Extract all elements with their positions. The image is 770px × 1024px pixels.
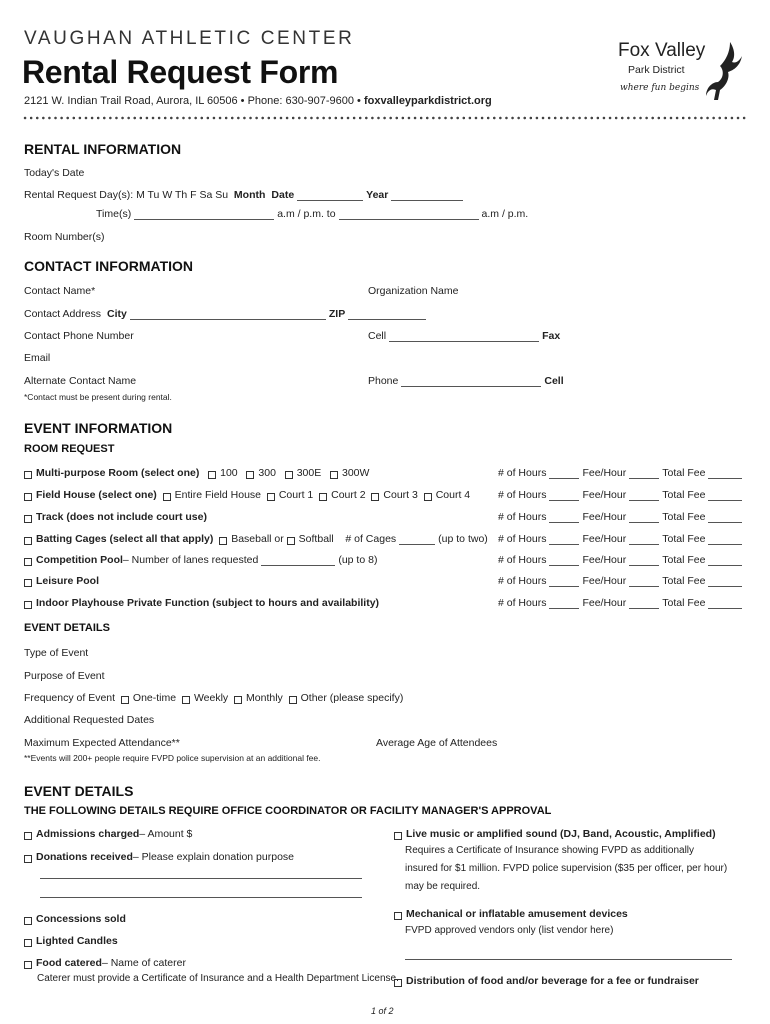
- hours-label: # of Hours: [498, 489, 547, 501]
- max-attendance-row: [24, 735, 364, 749]
- organization-label: Organization Name: [368, 285, 459, 297]
- caterer-note: Caterer must provide a Certificate of Insurance and a Health Department License.: [37, 973, 399, 984]
- leisure-pool-label: Leisure Pool: [36, 575, 100, 587]
- multipurpose-label: Multi-purpose Room (select one): [36, 467, 200, 479]
- total-field[interactable]: [708, 491, 742, 501]
- ampm-to-label: a.m / p.m. to: [277, 208, 336, 220]
- room-300w-label: 300W: [342, 467, 370, 479]
- mechanical-label: Mechanical or inflatable amusement devices: [406, 908, 628, 920]
- other-label: Other (please specify): [300, 692, 404, 704]
- track-label: Track (does not include court use): [36, 511, 207, 523]
- batting-cages-checkbox[interactable]: [24, 537, 32, 545]
- court2-checkbox[interactable]: [319, 493, 327, 501]
- email-label: Email: [24, 352, 51, 364]
- total-field[interactable]: [708, 577, 742, 587]
- weekly-label: Weekly: [193, 692, 229, 704]
- todays-date-label: Today's Date: [24, 167, 85, 179]
- total-label: Total Fee: [662, 489, 706, 501]
- hours-field[interactable]: [549, 577, 579, 587]
- court3-label: Court 3: [383, 489, 418, 501]
- feehour-field[interactable]: [629, 556, 659, 566]
- court2-label: Court 2: [331, 489, 366, 501]
- playhouse-row: [24, 595, 379, 609]
- room-300-checkbox[interactable]: [246, 471, 254, 479]
- event-details-heading: EVENT DETAILS: [24, 622, 110, 634]
- room-300w-checkbox[interactable]: [330, 471, 338, 479]
- playhouse-label: Indoor Playhouse Private Function (subject to hours and availability): [36, 597, 380, 609]
- feehour-label: Fee/Hour: [582, 511, 627, 523]
- city-field[interactable]: [130, 310, 326, 320]
- contact-name-label: Contact Name*: [24, 285, 96, 297]
- feehour-label: Fee/Hour: [582, 575, 627, 587]
- frequency-row: [24, 690, 738, 704]
- vendor-field[interactable]: [405, 952, 732, 960]
- fee-row: [498, 509, 738, 523]
- page-title: Rental Request Form: [22, 54, 339, 90]
- room-100-label: 100: [220, 467, 238, 479]
- caterer-label: – Name of caterer: [101, 957, 186, 969]
- candles-checkbox[interactable]: [24, 939, 32, 947]
- feehour-label: Fee/Hour: [582, 597, 627, 609]
- contact-info-heading: CONTACT INFORMATION: [24, 258, 194, 274]
- hours-field[interactable]: [549, 535, 579, 545]
- hours-field[interactable]: [549, 599, 579, 609]
- leisure-pool-checkbox[interactable]: [24, 579, 32, 587]
- cages-field[interactable]: [399, 535, 435, 545]
- fox-valley-logo: [612, 38, 752, 102]
- food-catered-row: [24, 955, 364, 969]
- total-field[interactable]: [708, 469, 742, 479]
- event-info-heading: EVENT INFORMATION: [24, 420, 173, 436]
- admissions-amount-label: – Amount $: [139, 828, 193, 840]
- todays-date-row: [24, 165, 738, 179]
- event-purpose-label: Purpose of Event: [24, 670, 105, 682]
- frequency-label: Frequency of Event: [24, 692, 116, 704]
- admissions-checkbox[interactable]: [24, 832, 32, 840]
- hours-label: # of Hours: [498, 511, 547, 523]
- room-numbers-row: [24, 229, 738, 243]
- feehour-field[interactable]: [629, 513, 659, 523]
- hours-field[interactable]: [549, 469, 579, 479]
- concessions-row: [24, 911, 126, 925]
- event-type-label: Type of Event: [24, 647, 89, 659]
- hours-label: # of Hours: [498, 467, 547, 479]
- cell-field[interactable]: [389, 332, 539, 342]
- food-catered-checkbox[interactable]: [24, 961, 32, 969]
- contact-phone-row: [24, 328, 364, 342]
- distribution-checkbox[interactable]: [394, 979, 402, 987]
- hours-label: # of Hours: [498, 533, 547, 545]
- alt-cell-label: Cell: [544, 375, 564, 387]
- concessions-label: Concessions sold: [36, 913, 126, 925]
- food-catered-label: Food catered: [36, 957, 102, 969]
- feehour-label: Fee/Hour: [582, 554, 627, 566]
- city-label: City: [107, 308, 127, 320]
- fox-icon: [700, 38, 744, 102]
- fee-row: [498, 531, 738, 545]
- donations-checkbox[interactable]: [24, 855, 32, 863]
- feehour-field[interactable]: [629, 577, 659, 587]
- logo-line1: Fox Valley: [618, 40, 706, 61]
- total-label: Total Fee: [662, 511, 706, 523]
- hours-field[interactable]: [549, 556, 579, 566]
- donations-row: [24, 849, 294, 863]
- year-field[interactable]: [391, 191, 463, 201]
- alt-contact-label: Alternate Contact Name: [24, 375, 137, 387]
- court3-checkbox[interactable]: [371, 493, 379, 501]
- total-label: Total Fee: [662, 597, 706, 609]
- candles-label: Lighted Candles: [36, 935, 118, 947]
- zip-label: ZIP: [328, 308, 346, 320]
- mechanical-checkbox[interactable]: [394, 912, 402, 920]
- ampm-label: a.m / p.m.: [481, 208, 529, 220]
- address-text: 2121 W. Indian Trail Road, Aurora, IL 60506 • Phone: 630-907-9600 •: [24, 95, 364, 107]
- month-label: Month: [233, 189, 266, 201]
- live-music-row: [394, 826, 716, 840]
- total-label: Total Fee: [662, 533, 706, 545]
- court4-label: Court 4: [435, 489, 471, 501]
- one-time-checkbox[interactable]: [121, 696, 129, 704]
- avg-age-label: Average Age of Attendees: [376, 737, 498, 749]
- contact-note: *Contact must be present during rental.: [24, 392, 172, 402]
- rental-info-heading: RENTAL INFORMATION: [24, 141, 182, 157]
- entire-fieldhouse-label: Entire Field House: [174, 489, 261, 501]
- music-note-2: insured for $1 million. FVPD police supervision ($35 per officer, per hour): [405, 863, 728, 874]
- feehour-field[interactable]: [629, 535, 659, 545]
- multipurpose-row: [24, 465, 369, 479]
- page-number: 1 of 2: [371, 1006, 394, 1016]
- contact-address-label: Contact Address: [24, 308, 102, 320]
- org-name: VAUGHAN ATHLETIC CENTER: [24, 28, 355, 49]
- cages-label: # of Cages: [345, 533, 397, 545]
- contact-phone-label: Contact Phone Number: [24, 330, 134, 342]
- fee-row: [498, 573, 738, 587]
- competition-pool-checkbox[interactable]: [24, 558, 32, 566]
- weekly-checkbox[interactable]: [182, 696, 190, 704]
- room-request-heading: ROOM REQUEST: [24, 443, 115, 455]
- alt-phone-row: [368, 373, 738, 387]
- monthly-checkbox[interactable]: [234, 696, 242, 704]
- monthly-label: Monthly: [246, 692, 283, 704]
- batting-cages-row: [24, 531, 488, 545]
- concessions-checkbox[interactable]: [24, 917, 32, 925]
- feehour-label: Fee/Hour: [582, 467, 627, 479]
- donations-label: Donations received: [36, 851, 133, 863]
- total-label: Total Fee: [662, 554, 706, 566]
- total-label: Total Fee: [662, 467, 706, 479]
- alt-phone-label: Phone: [368, 375, 399, 387]
- batting-cages-label: Batting Cages (select all that apply): [36, 533, 214, 545]
- cell-fax-row: [368, 328, 738, 342]
- total-field[interactable]: [708, 599, 742, 609]
- competition-pool-row: [24, 552, 378, 566]
- dotted-divider: [22, 116, 747, 120]
- fieldhouse-checkbox[interactable]: [24, 493, 32, 501]
- pool-lanes-field[interactable]: [261, 556, 335, 566]
- feehour-label: Fee/Hour: [582, 489, 627, 501]
- days-label: Rental Request Day(s):: [24, 189, 134, 201]
- feehour-label: Fee/Hour: [582, 533, 627, 545]
- distribution-row: [394, 973, 699, 987]
- approval-heading: EVENT DETAILS: [24, 783, 134, 799]
- hours-label: # of Hours: [498, 597, 547, 609]
- music-note-3: may be required.: [405, 881, 481, 892]
- fieldhouse-label: Field House (select one): [36, 489, 157, 501]
- feehour-field[interactable]: [629, 469, 659, 479]
- fee-row: [498, 552, 738, 566]
- donations-text: – Please explain donation purpose: [132, 851, 294, 863]
- total-field[interactable]: [708, 535, 742, 545]
- rental-days-row: [24, 187, 738, 201]
- multipurpose-checkbox[interactable]: [24, 471, 32, 479]
- hours-field[interactable]: [549, 513, 579, 523]
- alt-phone-field[interactable]: [401, 377, 541, 387]
- total-label: Total Fee: [662, 575, 706, 587]
- donations-field-1[interactable]: [40, 871, 362, 879]
- donations-field-2[interactable]: [40, 890, 362, 898]
- distribution-label: Distribution of food and/or beverage for a fee or fundraiser: [406, 975, 699, 987]
- times-label: Time(s): [96, 208, 132, 220]
- room-300-label: 300: [258, 467, 276, 479]
- hours-field[interactable]: [549, 491, 579, 501]
- music-note-1: Requires a Certificate of Insurance showing FVPD as additionally: [405, 845, 695, 856]
- softball-label: Softball: [298, 533, 334, 545]
- competition-pool-label: Competition Pool: [36, 554, 123, 566]
- fee-row: [498, 487, 738, 501]
- times-row: [96, 206, 556, 220]
- softball-checkbox[interactable]: [287, 537, 295, 545]
- track-checkbox[interactable]: [24, 515, 32, 523]
- hours-label: # of Hours: [498, 554, 547, 566]
- attendance-note: **Events will 200+ people require FVPD police supervision at an additional fee.: [24, 753, 321, 763]
- approval-subheading: THE FOLLOWING DETAILS REQUIRE OFFICE COORDINATOR OR FACILITY MANAGER'S APPROVAL: [24, 805, 552, 817]
- alt-contact-row: [24, 373, 364, 387]
- live-music-checkbox[interactable]: [394, 832, 402, 840]
- feehour-field[interactable]: [629, 491, 659, 501]
- fieldhouse-row: [24, 487, 470, 501]
- admissions-label: Admissions charged: [36, 828, 140, 840]
- baseball-label: Baseball or: [231, 533, 284, 545]
- court1-label: Court 1: [278, 489, 314, 501]
- room-300e-label: 300E: [296, 467, 322, 479]
- additional-dates-row: [24, 712, 738, 726]
- avg-age-row: [376, 735, 738, 749]
- contact-address-row: [24, 306, 738, 320]
- cages-limit: (up to two): [438, 533, 488, 545]
- mechanical-row: [394, 906, 628, 920]
- year-label: Year: [366, 189, 389, 201]
- contact-name-row: [24, 283, 364, 297]
- address-line: [24, 95, 492, 107]
- fee-row: [498, 595, 738, 609]
- logo-line2: Park District: [628, 64, 685, 76]
- cell-label: Cell: [368, 330, 387, 342]
- organization-row: [368, 283, 738, 297]
- pool-lanes-label: – Number of lanes requested: [122, 554, 259, 566]
- additional-dates-label: Additional Requested Dates: [24, 714, 155, 726]
- days-options[interactable]: M Tu W Th F Sa Su: [136, 189, 229, 201]
- date-label: Date: [271, 189, 295, 201]
- feehour-field[interactable]: [629, 599, 659, 609]
- candles-row: [24, 933, 118, 947]
- track-row: [24, 509, 207, 523]
- room-300e-checkbox[interactable]: [285, 471, 293, 479]
- website-link[interactable]: foxvalleyparkdistrict.org: [363, 95, 492, 107]
- mechanical-note: FVPD approved vendors only (list vendor here): [405, 925, 614, 936]
- entire-fieldhouse-checkbox[interactable]: [163, 493, 171, 501]
- room-numbers-label: Room Number(s): [24, 231, 105, 243]
- playhouse-checkbox[interactable]: [24, 601, 32, 609]
- max-attendance-label: Maximum Expected Attendance**: [24, 737, 180, 749]
- end-time-field[interactable]: [339, 210, 479, 220]
- event-purpose-row: [24, 668, 738, 682]
- court1-checkbox[interactable]: [267, 493, 275, 501]
- other-checkbox[interactable]: [289, 696, 297, 704]
- email-row: [24, 350, 738, 364]
- court4-checkbox[interactable]: [424, 493, 432, 501]
- event-type-row: [24, 645, 738, 659]
- start-time-field[interactable]: [134, 210, 274, 220]
- total-field[interactable]: [708, 556, 742, 566]
- date-field[interactable]: [297, 191, 363, 201]
- total-field[interactable]: [708, 513, 742, 523]
- one-time-label: One-time: [132, 692, 177, 704]
- leisure-pool-row: [24, 573, 99, 587]
- pool-lanes-limit: (up to 8): [338, 554, 378, 566]
- live-music-label: Live music or amplified sound (DJ, Band, Acoustic, Amplified): [406, 828, 716, 840]
- fee-row: [498, 465, 738, 479]
- baseball-checkbox[interactable]: [219, 537, 227, 545]
- admissions-row: [24, 826, 364, 840]
- fax-label: Fax: [542, 330, 561, 342]
- zip-field[interactable]: [348, 310, 426, 320]
- logo-tagline: where fun begins: [620, 83, 700, 93]
- hours-label: # of Hours: [498, 575, 547, 587]
- room-100-checkbox[interactable]: [208, 471, 216, 479]
